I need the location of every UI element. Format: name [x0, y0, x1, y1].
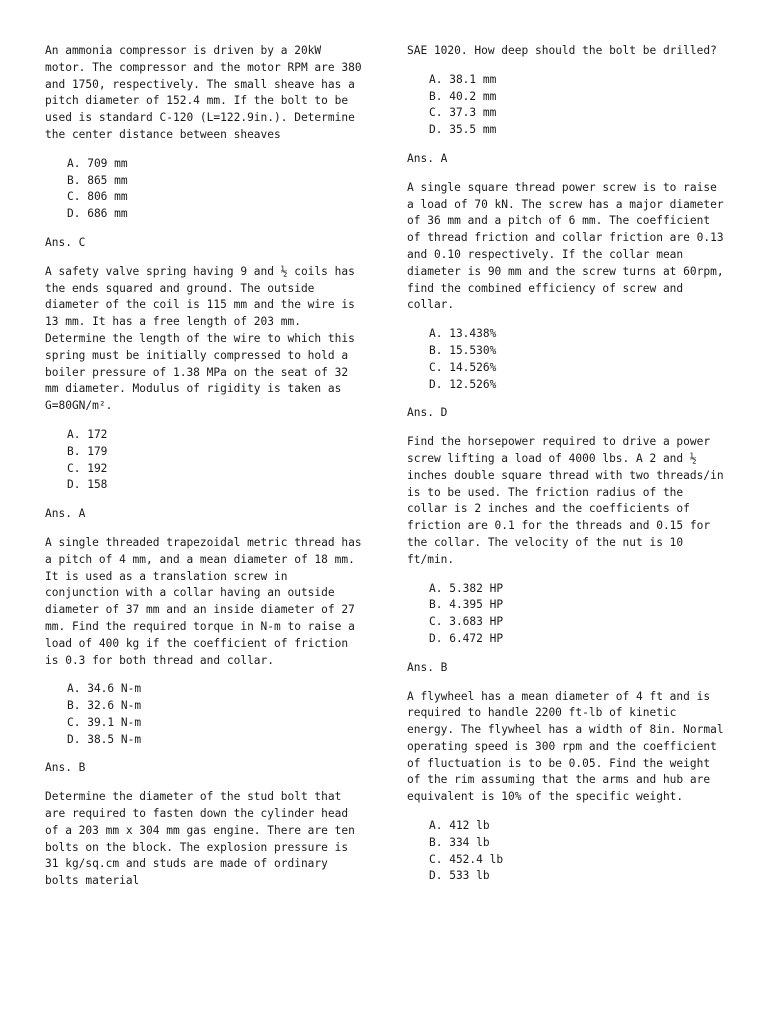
- answer-text: Ans. B: [45, 761, 86, 775]
- options-list: [67, 681, 363, 748]
- option: A. 38.1 mm: [429, 72, 497, 86]
- option: C. 3.683 HP: [429, 615, 504, 629]
- option: A. 5.382 HP: [429, 581, 504, 595]
- option: A. 709 mm: [67, 156, 128, 170]
- option: C. 452.4 lb: [429, 852, 504, 866]
- option: C. 39.1 N-m: [67, 715, 142, 729]
- problem-1: [45, 43, 363, 252]
- problem-3: [45, 535, 363, 777]
- option: C. 192: [67, 461, 108, 475]
- options-list: [429, 326, 725, 393]
- option: A. 34.6 N-m: [67, 682, 142, 696]
- option: D. 6.472 HP: [429, 631, 504, 645]
- option: A. 172: [67, 427, 108, 441]
- option: B. 334 lb: [429, 835, 490, 849]
- option: B. 179: [67, 444, 108, 458]
- option: D. 12.526%: [429, 377, 497, 391]
- option: D. 533 lb: [429, 869, 490, 883]
- option: D. 686 mm: [67, 207, 128, 221]
- option: B. 4.395 HP: [429, 598, 504, 612]
- answer-text: Ans. B: [407, 660, 448, 674]
- option: D. 35.5 mm: [429, 123, 497, 137]
- option: C. 806 mm: [67, 190, 128, 204]
- options-list: [67, 427, 363, 494]
- question-text: A single threaded trapezoidal metric thread has a pitch of 4 mm, and a mean diameter of 18 mm. It is used as a translation screw in conjunction with a collar having an outside diameter of 37 mm and an inside diameter of 27 mm. Find the required torque in N-m to raise a load of 400 kg if the coefficient of friction is 0.3 for both thread and collar.: [45, 535, 362, 667]
- options-list: [429, 72, 725, 139]
- question-text: A safety valve spring having 9 and ½ coils has the ends squared and ground. The outside diameter of the coil is 115 mm and the wire is 13 mm. It has a free length of 203 mm. Determine the length of the wire to which this spring must be initially compressed to hold a boiler pressure of 1.38 MPa on the seat of 32 mm diameter. Modulus of rigidity is taken as G=80GN/m².: [45, 264, 355, 413]
- answer-text: Ans. A: [407, 151, 448, 165]
- question-text: An ammonia compressor is driven by a 20kW motor. The compressor and the motor RPM are 380 and 1750, respectively. The small sheave has a pitch diameter of 152.4 mm. If the bolt to be used is standard C-120 (L=122.9in.). Determine the center distance between sheaves: [45, 44, 362, 141]
- option: C. 37.3 mm: [429, 106, 497, 120]
- option: A. 412 lb: [429, 819, 490, 833]
- option: B. 40.2 mm: [429, 89, 497, 103]
- option: D. 158: [67, 478, 108, 492]
- options-list: [429, 818, 725, 885]
- question-text: Find the horsepower required to drive a power screw lifting a load of 4000 lbs. A 2 and ½ inches double square thread with two threads/in is to be used. The friction radius of the collar is 2 inches and the coefficients of friction are 0.1 for the threads and 0.15 for the collar. The velocity of the nut is 10 ft/min.: [407, 435, 724, 566]
- answer-text: Ans. C: [45, 235, 86, 249]
- question-text: A single square thread power screw is to raise a load of 70 kN. The screw has a major diameter of 36 mm and a pitch of 6 mm. The coefficient of thread friction and collar friction are 0.13 and 0.10 respectively. If the collar mean diameter is 90 mm and the screw turns at 60rpm, find the combined efficiency of screw and collar.: [407, 180, 724, 312]
- question-continuation: SAE 1020. How deep should the bolt be drilled?: [407, 44, 717, 57]
- problem-6: [407, 434, 725, 676]
- options-list: [429, 581, 725, 648]
- right-column: [407, 43, 725, 897]
- problem-4-continuation: [407, 43, 725, 168]
- problem-5: [407, 180, 725, 422]
- option: B. 865 mm: [67, 173, 128, 187]
- option: D. 38.5 N-m: [67, 732, 142, 746]
- left-column: [45, 43, 363, 902]
- option: B. 32.6 N-m: [67, 699, 142, 713]
- option: C. 14.526%: [429, 360, 497, 374]
- problem-2: [45, 264, 363, 523]
- options-list: [67, 156, 363, 223]
- answer-text: Ans. A: [45, 507, 86, 521]
- option: A. 13.438%: [429, 327, 497, 341]
- question-text-continued: Determine the diameter of the stud bolt that are required to fasten down the cylinder head of a 203 mm x 304 mm gas engine. There are ten bolts on the block. The explosion pressure is 31 kg/sq.cm and studs are made of ordinary bolts material: [45, 790, 355, 888]
- option: B. 15.530%: [429, 343, 497, 357]
- problem-7: [407, 689, 725, 886]
- question-text: A flywheel has a mean diameter of 4 ft and is required to handle 2200 ft-lb of kinetic energy. The flywheel has a width of 8in. Normal operating speed is 300 rpm and the coefficient of fluctuation is to be 0.05. Find the weight of the rim assuming that the arms and hub are equivalent is 10% of the specific weight.: [407, 689, 724, 804]
- answer-text: Ans. D: [407, 406, 448, 420]
